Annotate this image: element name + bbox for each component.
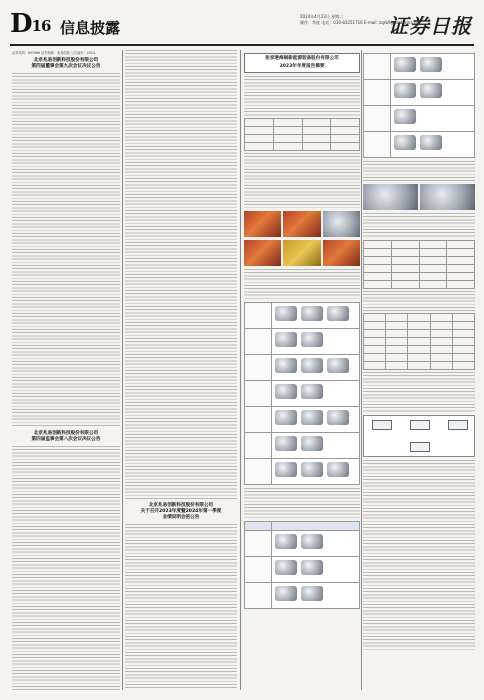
column-3	[244, 50, 360, 690]
forging-part-image	[420, 135, 442, 150]
product-photo	[420, 184, 475, 210]
editor-line: 制作：李波 电话：010-83251716 E-mail: zqrb9@zqrb.sina.net	[300, 20, 421, 25]
column-2	[125, 50, 237, 690]
forging-part-image	[301, 332, 323, 347]
forging-part-image	[301, 586, 323, 601]
forging-part-image	[327, 306, 349, 321]
report-title: 2023年年度报告摘要	[279, 64, 325, 69]
forging-part-image	[301, 436, 323, 451]
announcement-title: 业绩说明会的公告	[162, 515, 200, 520]
column-divider	[361, 50, 362, 690]
financial-table	[363, 313, 475, 370]
body-text	[12, 73, 120, 428]
forging-part-image	[275, 586, 297, 601]
product-photo	[323, 240, 360, 266]
announcement-code: 证券代码：603986 证券简称：兆易创新 公告编号：2024-	[12, 51, 97, 55]
masthead-rule	[10, 44, 474, 46]
forging-part-image	[301, 534, 323, 549]
product-photo	[283, 211, 320, 237]
body-text	[12, 446, 120, 690]
report-company: 张家港海锅新能源装备股份有限公司	[265, 56, 339, 61]
product-grid-table	[244, 521, 360, 609]
publication-date: 2024年4月23日 星期二	[300, 14, 344, 19]
ownership-diagram	[363, 415, 475, 457]
product-photos	[244, 240, 360, 266]
column-divider	[240, 50, 241, 690]
column-4	[363, 50, 475, 690]
forging-part-image	[327, 410, 349, 425]
product-photo	[323, 211, 360, 237]
financial-table	[363, 240, 475, 289]
announcement-title: 第四届监事会第八次会议决议公告	[31, 437, 101, 442]
column-1	[12, 50, 120, 690]
forging-part-image	[301, 560, 323, 575]
forging-part-image	[420, 83, 442, 98]
page-code: $D^{16}$	[10, 9, 51, 39]
body-text	[363, 460, 475, 650]
forging-part-image	[301, 462, 323, 477]
forging-part-image	[275, 436, 297, 451]
announcement-title: 关于召开2023年度暨2024年第一季度	[140, 509, 222, 514]
body-text	[125, 50, 237, 500]
body-text	[363, 213, 475, 238]
forging-part-image	[301, 306, 323, 321]
body-text	[244, 269, 360, 299]
section-title: 信息披露	[60, 19, 121, 37]
product-grid-table	[244, 302, 360, 485]
product-photo	[244, 240, 281, 266]
announcement-heading	[12, 58, 120, 70]
product-photo	[283, 240, 320, 266]
forging-part-image	[301, 410, 323, 425]
forging-part-image	[394, 109, 416, 124]
product-grid-table	[363, 53, 475, 158]
column-divider	[122, 50, 123, 690]
forging-part-image	[301, 358, 323, 373]
masthead	[0, 0, 484, 46]
forging-part-image	[275, 384, 297, 399]
diagram-node	[372, 420, 392, 430]
forging-part-image	[394, 135, 416, 150]
forging-part-image	[275, 358, 297, 373]
forging-part-image	[275, 560, 297, 575]
annual-report-box	[244, 53, 360, 73]
body-text	[244, 488, 360, 518]
forging-part-image	[275, 306, 297, 321]
body-text	[244, 76, 360, 116]
product-photos	[363, 184, 475, 210]
forging-part-image	[394, 57, 416, 72]
product-photos	[244, 211, 360, 237]
body-text	[363, 161, 475, 181]
forging-part-image	[301, 384, 323, 399]
summary-table	[244, 118, 360, 151]
forging-part-image	[275, 410, 297, 425]
announcement-title: 第四届董事会第九次会议决议公告	[31, 64, 101, 69]
body-text	[363, 372, 475, 412]
body-text	[244, 153, 360, 208]
diagram-node	[410, 420, 430, 430]
forging-part-image	[275, 534, 297, 549]
forging-part-image	[420, 57, 442, 72]
forging-part-image	[327, 462, 349, 477]
body-text	[363, 291, 475, 311]
announcement-heading	[12, 431, 120, 443]
forging-part-image	[327, 358, 349, 373]
diagram-node	[448, 420, 468, 430]
announcement-company: 北京兆易创新科技股份有限公司	[33, 431, 99, 436]
product-photo	[244, 211, 281, 237]
diagram-node	[410, 442, 430, 452]
announcement-heading	[125, 503, 237, 521]
body-text	[125, 524, 237, 689]
forging-part-image	[275, 462, 297, 477]
forging-part-image	[394, 83, 416, 98]
forging-part-image	[275, 332, 297, 347]
announcement-company: 北京兆易创新科技股份有限公司	[148, 503, 214, 508]
announcement-company: 北京兆易创新科技股份有限公司	[33, 58, 99, 63]
newspaper-logo: 证券日报	[388, 14, 472, 38]
product-photo	[363, 184, 418, 210]
